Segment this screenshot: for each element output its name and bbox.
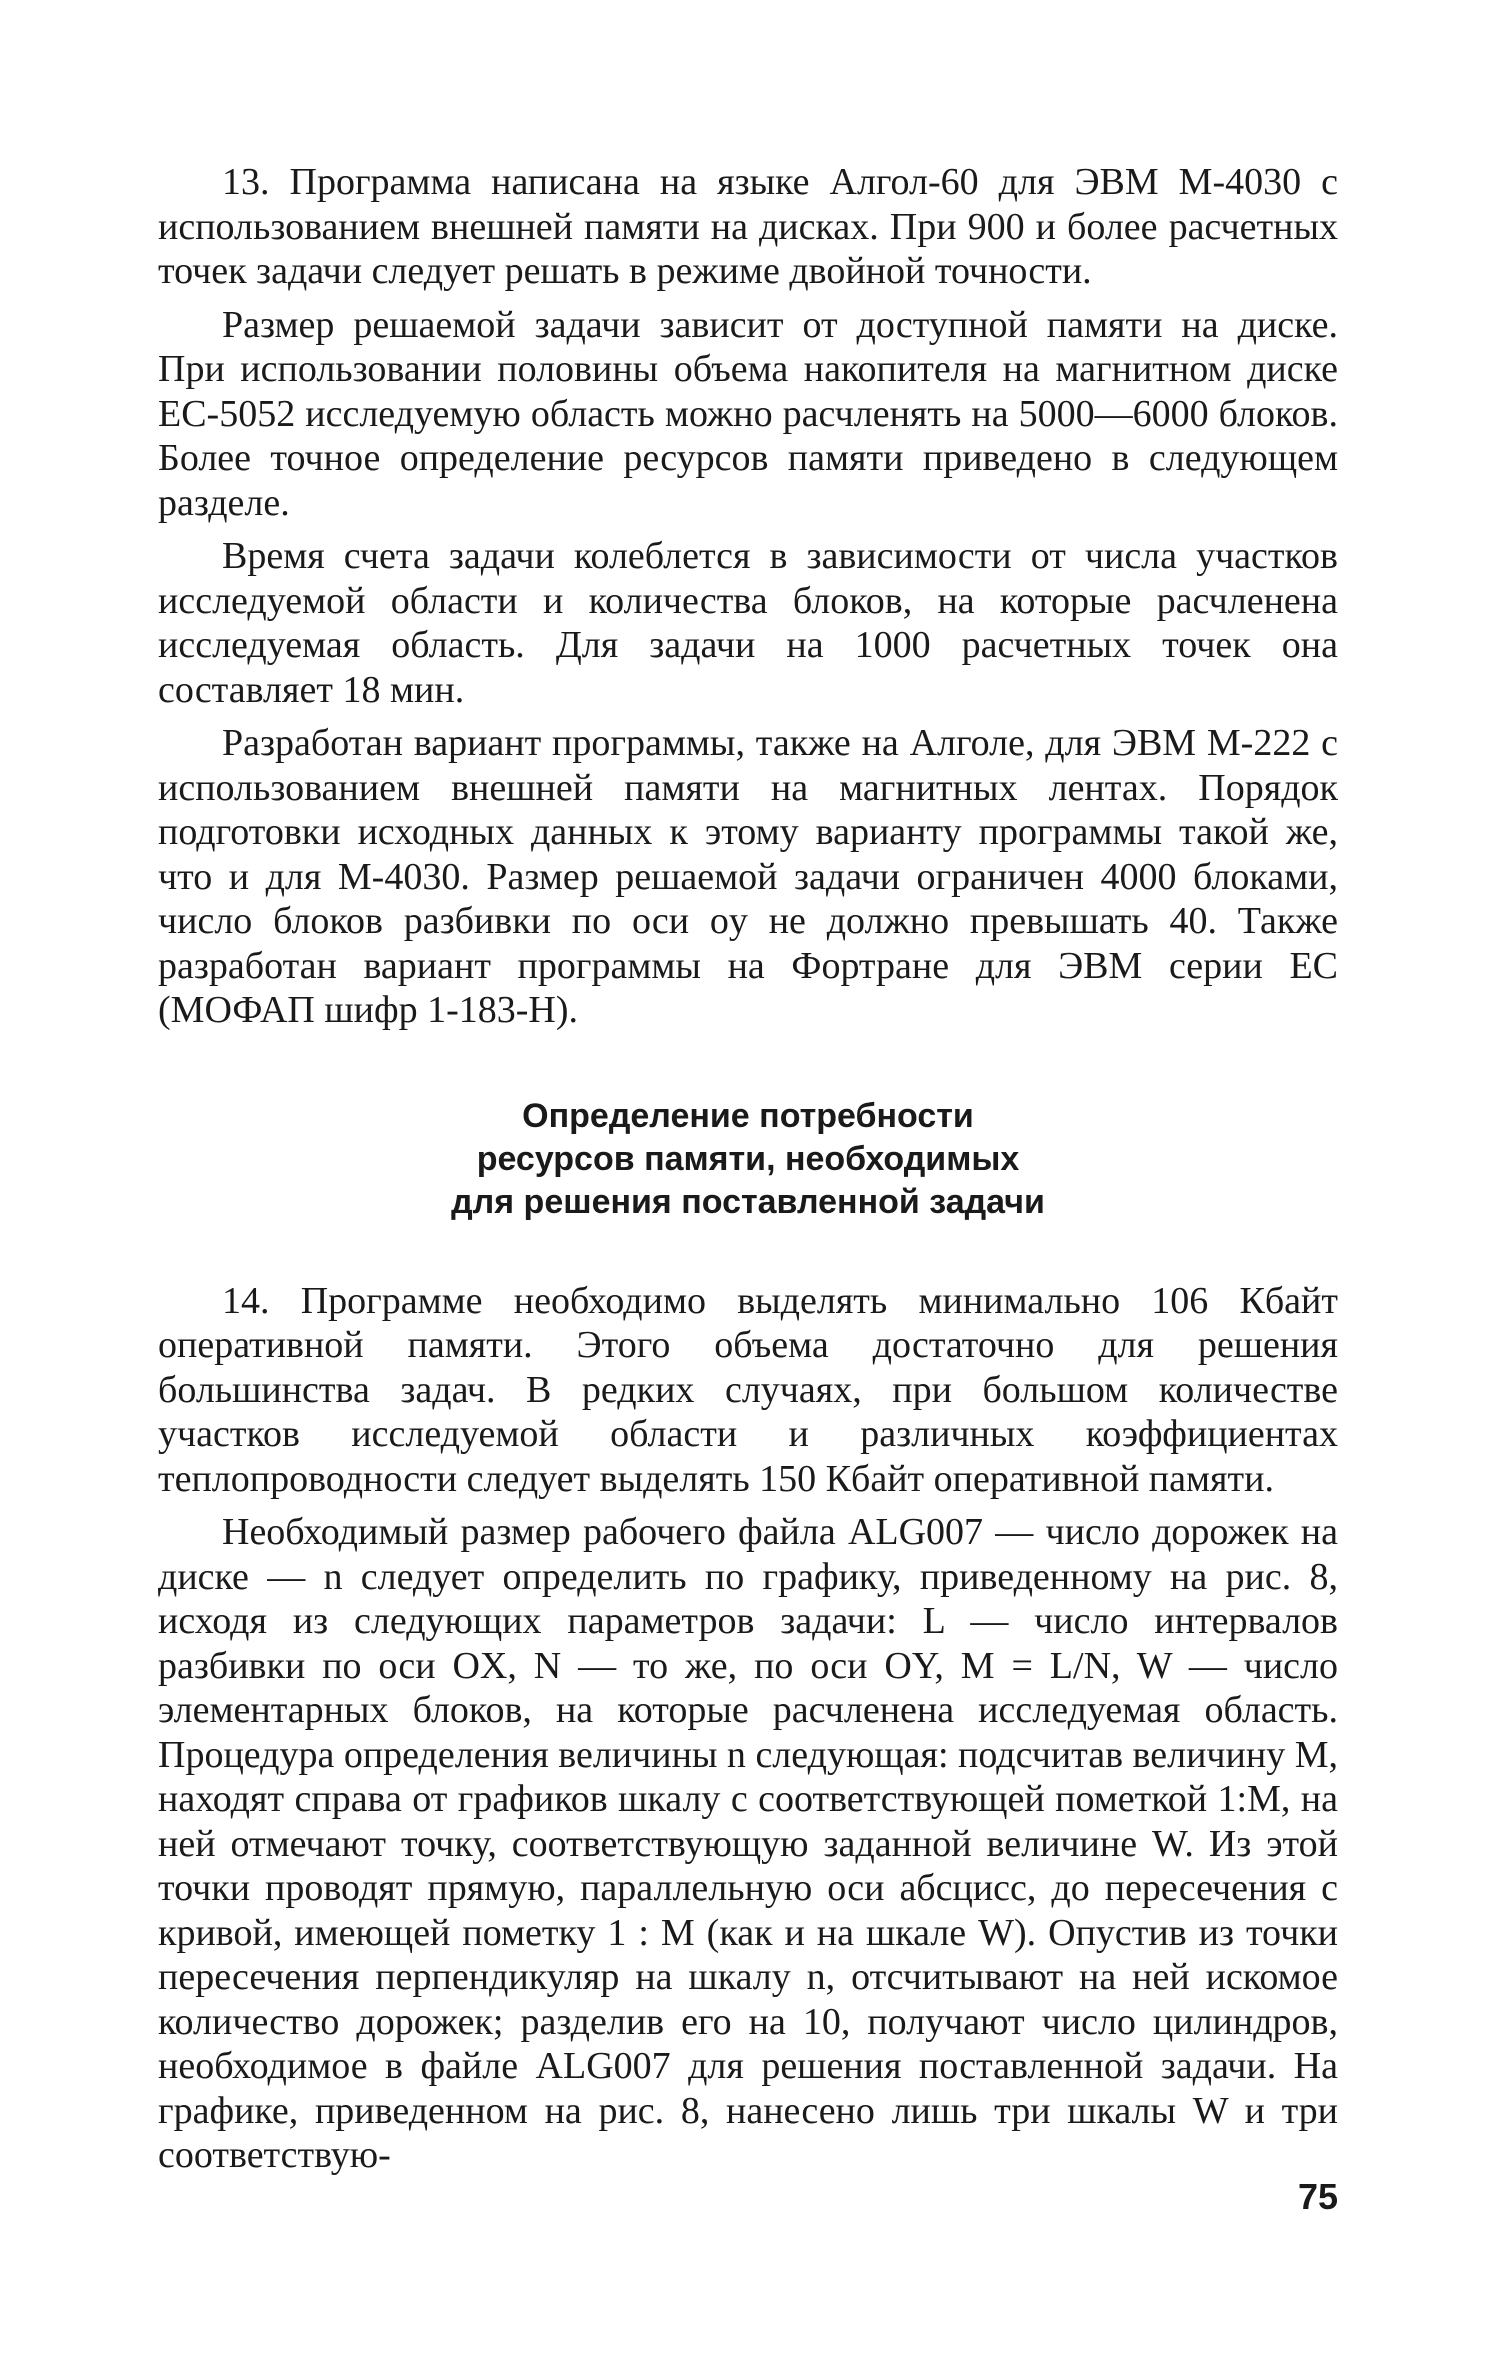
section-heading — [158, 1095, 1338, 1224]
page-body — [158, 160, 1338, 2187]
section-heading-line-2: ресурсов памяти, необходимых — [476, 1139, 1020, 1178]
paragraph-13: 13. Программа написана на языке Алгол-60 для ЭВМ М-4030 с использованием внешней памяти на дисках. При 900 и более расчетных точек задачи следует решать в режиме двойной точности. — [158, 161, 1338, 292]
section-heading-line-1: Определение потребности — [522, 1096, 974, 1135]
paragraph-m222-variant: Разработан вариант программы, также на Алголе, для ЭВМ М-222 с использованием внешней памяти на магнитных лентах. Порядок подготовки исходных данных к этому варианту программы такой же, что и для М-4030. Размер решаемой задачи ограничен 4000 блоками, число блоков разбивки по оси oy не должно превышать 40. Также разработан вариант программы на Фортране для ЭВМ серии ЕС (МОФАП шифр 1-183-Н). — [158, 722, 1338, 1031]
page-number: 75 — [1297, 2176, 1338, 2217]
paragraph-run-time: Время счета задачи колеблется в зависимости от числа участков исследуемой области и количества блоков, на которые расчленена исследуемая область. Для задачи на 1000 расчетных точек она составляет 18 мин. — [158, 535, 1338, 711]
section-heading-line-3: для решения поставленной задачи — [451, 1182, 1045, 1221]
paragraph-memory-size: Размер решаемой задачи зависит от доступной памяти на диске. При использовании половины объема накопителя на магнитном диске ЕС-5052 исследуемую область можно расчленять на 5000—6000 блоков. Более точное определение ресурсов памяти приведено в следующем разделе. — [158, 303, 1338, 524]
paragraph-alg007-size: Необходимый размер рабочего файла ALG007 — число дорожек на диске — n следует определить по графику, приведенному на рис. 8, исходя из следующих параметров задачи: L — число интервалов разбивки по оси OX, N — то же, по оси OY, M = L/N, W — число элементарных блоков, на которые расчленена исследуемая область. Процедура определения величины n следующая: подсчитав величину M, находят справа от графиков шкалу с соответствующей пометкой 1:M, на ней отмечают точку, соответствующую заданной величине W. Из этой точки проводят прямую, параллельную оси абсцисс, до пересечения с кривой, имеющей пометку 1 : M (как и на шкале W). Опустив из точки пересечения перпендикуляр на шкалу n, отсчитывают на ней искомое количество дорожек; разделив его на 10, получают число цилиндров, необходимое в файле ALG007 для решения поставленной задачи. На графике, приведенном на рис. 8, нанесено лишь три шкалы W и три соответствую- — [158, 1511, 1338, 2176]
paragraph-14: 14. Программе необходимо выделять минимально 106 Кбайт оперативной памяти. Этого объема достаточно для решения большинства задач. В редких случаях, при большом количестве участков исследуемой области и различных коэффициентах теплопроводности следует выделять 150 Кбайт оперативной памяти. — [158, 1279, 1338, 1500]
